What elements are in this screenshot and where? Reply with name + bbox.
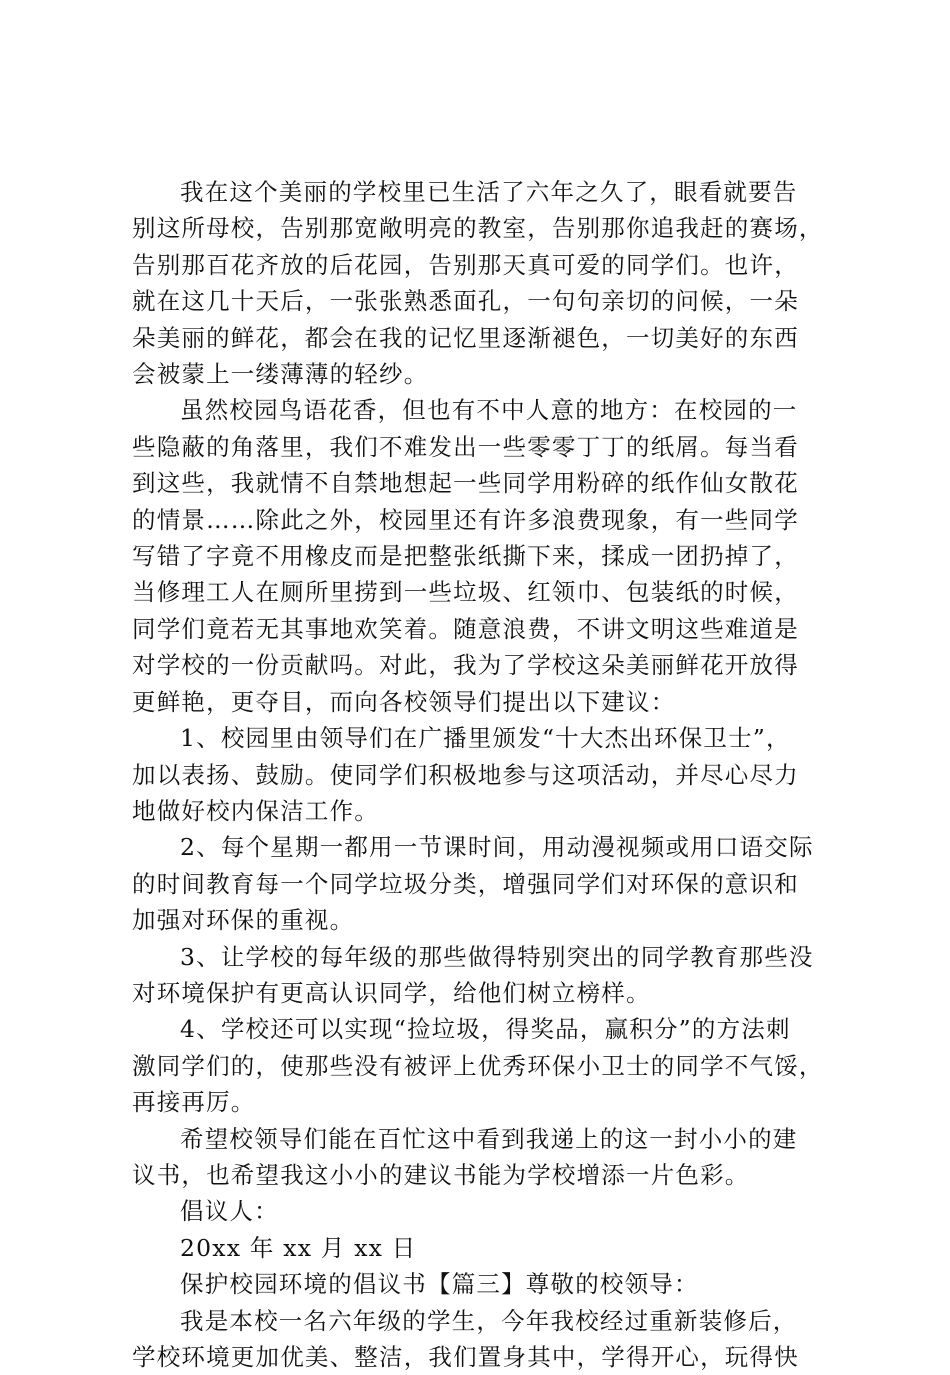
text-line: 我是本校一名六年级的学生，今年我校经过重新装修后， [180, 1306, 798, 1335]
text-line: 更鲜艳，更夺目，而向各校领导们提出以下建议： [132, 687, 676, 716]
text-line: 倡议人： [180, 1197, 279, 1226]
text-line: 4、学校还可以实现“捡垃圾，得奖品，赢积分”的方法刺 [180, 1015, 791, 1044]
text-line: 别这所母校，告别那宽敞明亮的教室，告别那你追我赶的赛场， [132, 214, 824, 243]
text-line: 就在这几十天后，一张张熟悉面孔，一句句亲切的问候，一朵 [132, 287, 799, 316]
text-line: 会被蒙上一缕薄薄的轻纱。 [132, 360, 429, 389]
text-line: 到这些，我就情不自禁地想起一些同学用粉碎的纸作仙女散花 [132, 469, 799, 498]
text-line: 当修理工人在厕所里捞到一些垃圾、红领巾、包装纸的时候， [132, 578, 799, 607]
text-line: 的情景……除此之外，校园里还有许多浪费现象，有一些同学 [132, 505, 799, 534]
text-line: 的时间教育每一个同学垃圾分类，增强同学们对环保的意识和 [132, 869, 799, 898]
text-line: 20xx 年 xx 月 xx 日 [180, 1233, 417, 1262]
text-line: 学校环境更加优美、整洁，我们置身其中，学得开心，玩得快 [132, 1343, 799, 1371]
text-line: 告别那百花齐放的后花园，告别那天真可爱的同学们。也许， [132, 250, 799, 279]
document-body [132, 174, 838, 1375]
text-line: 我在这个美丽的学校里已生活了六年之久了，眼看就要告 [180, 178, 798, 206]
text-line: 虽然校园鸟语花香，但也有不中人意的地方：在校园的一 [180, 396, 798, 425]
text-line: 写错了字竟不用橡皮而是把整张纸撕下来，揉成一团扔掉了， [132, 542, 799, 571]
text-line: 加以表扬、鼓励。使同学们积极地参与这项活动，并尽心尽力 [132, 760, 799, 789]
text-line: 议书，也希望我这小小的建议书能为学校增添一片色彩。 [132, 1160, 750, 1189]
text-line: 些隐蔽的角落里，我们不难发出一些零零丁丁的纸屑。每当看 [132, 432, 799, 461]
text-line: 2、每个星期一都用一节课时间，用动漫视频或用口语交际 [180, 833, 814, 862]
text-line: 保护校园环境的倡议书【篇三】尊敬的校领导： [180, 1270, 699, 1299]
text-line: 再接再厉。 [132, 1088, 256, 1117]
text-line: 地做好校内保洁工作。 [132, 796, 379, 825]
text-line: 对学校的一份贡献吗。对此，我为了学校这朵美丽鲜花开放得 [132, 651, 799, 680]
text-line: 对环境保护有更高认识同学，给他们树立榜样。 [132, 978, 651, 1007]
text-line: 朵美丽的鲜花，都会在我的记忆里逐渐褪色，一切美好的东西 [132, 323, 799, 352]
text-line: 3、让学校的每年级的那些做得特别突出的同学教育那些没 [180, 942, 814, 971]
text-line: 同学们竟若无其事地欢笑着。随意浪费，不讲文明这些难道是 [132, 614, 799, 643]
text-line: 1、校园里由领导们在广播里颁发“十大杰出环保卫士”， [180, 724, 791, 753]
text-line: 加强对环保的重视。 [132, 906, 355, 935]
text-line: 希望校领导们能在百忙这中看到我递上的这一封小小的建 [180, 1124, 798, 1153]
text-line: 激同学们的，使那些没有被评上优秀环保小卫士的同学不气馁， [132, 1051, 824, 1080]
